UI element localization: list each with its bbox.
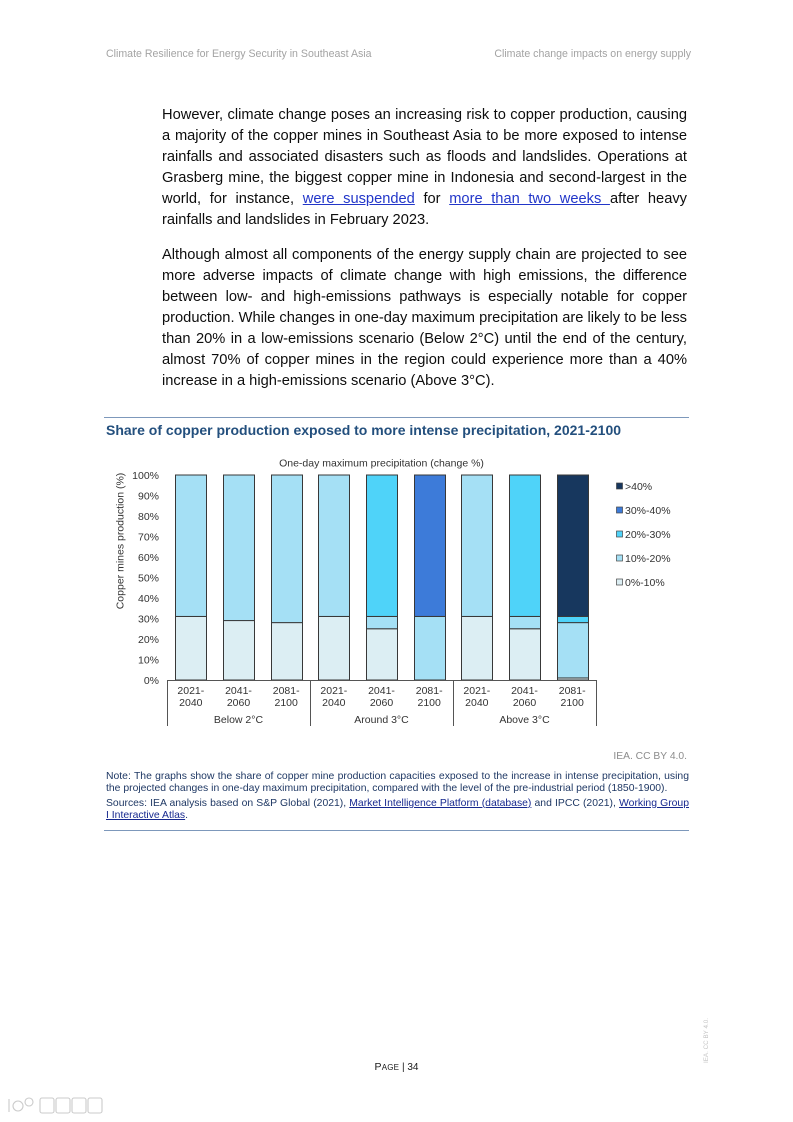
x-group-label: Below 2°C (213, 714, 264, 726)
y-tick-label: 10% (137, 654, 159, 667)
bar-segment (510, 475, 541, 616)
page-number: 34 (407, 1062, 419, 1073)
bar-segment (558, 475, 589, 616)
x-tick-label: 2060 (369, 697, 394, 709)
y-axis-label: Copper mines production (%) (114, 472, 127, 610)
x-group-label: Above 3°C (499, 714, 550, 726)
link-more-than-two-weeks[interactable]: more than two weeks (449, 191, 610, 207)
x-tick-label: 2081- (558, 685, 586, 697)
figure-top-rule (104, 417, 689, 418)
x-tick-label: 2040 (179, 697, 203, 709)
x-tick-label: 2060 (226, 697, 251, 709)
y-tick-label: 30% (137, 613, 159, 626)
legend-swatch (617, 579, 623, 585)
x-tick-label: 2041- (511, 685, 538, 697)
paragraph-emissions-pathways: Although almost all components of the energy supply chain are projected to see more adverse impacts of climate change with high emissions, the difference between low- and high-emissions pathways is especially notable for copper production. While changes in one-day maximum precipitation are likely to be less than 20% in a low-emissions scenario (Below 2°C) until the end of the century, almost 70% of copper mines in the region could experience more than a 40% increase in a high-emissions scenario (Above 3°C). (162, 247, 687, 389)
figure-sources (106, 798, 689, 822)
x-tick-label: 2100 (560, 697, 584, 709)
legend-label: 10%-20% (625, 552, 671, 565)
legend-swatch (617, 555, 623, 561)
bar-segment (462, 475, 493, 616)
side-license-watermark: IEA. CC BY 4.0. (703, 1018, 710, 1064)
bar-segment (558, 623, 589, 678)
running-header-chapter-title: Climate change impacts on energy supply (494, 48, 691, 60)
y-tick-label: 90% (137, 490, 159, 503)
legend-label: >40% (625, 480, 653, 493)
sources-text: . (185, 810, 189, 821)
y-tick-label: 70% (137, 531, 159, 544)
bar-segment (415, 475, 446, 616)
bar-segment (415, 616, 446, 680)
paragraph-copper-risk (162, 105, 687, 231)
bar-segment (224, 621, 255, 680)
paragraph-text: for (414, 191, 450, 207)
page-footer (0, 1061, 793, 1074)
y-tick-label: 100% (132, 469, 159, 482)
figure-title: Share of copper production exposed to more intense precipitation, 2021-2100 (106, 422, 622, 438)
x-group-label: Around 3°C (354, 714, 409, 726)
legend-label: 20%-30% (625, 528, 671, 541)
page-separator: | (401, 1062, 405, 1073)
legend-swatch (617, 507, 623, 513)
x-tick-label: 2021- (177, 685, 205, 697)
body-text (162, 105, 687, 406)
bar-segment (224, 475, 255, 621)
y-tick-label: 40% (137, 592, 159, 605)
link-were-suspended[interactable]: were suspended (302, 191, 415, 207)
sources-text: and IPCC (2021), (531, 798, 620, 809)
legend-swatch (617, 531, 623, 537)
bar-segment (462, 616, 493, 680)
x-tick-label: 2040 (322, 697, 346, 709)
x-tick-label: 2100 (274, 697, 298, 709)
sources-text: Sources: IEA analysis based on S&P Global (2021), (106, 798, 350, 809)
bar-segment (367, 616, 398, 628)
x-tick-label: 2021- (320, 685, 348, 697)
legend-label: 30%-40% (625, 504, 671, 517)
bar-segment (558, 616, 589, 622)
legend-swatch (617, 483, 623, 489)
figure-credit: IEA. CC BY 4.0. (613, 751, 687, 762)
bar-segment (272, 475, 303, 623)
x-tick-label: 2040 (465, 697, 489, 709)
bar-segment (367, 475, 398, 616)
stacked-bar-chart (104, 448, 689, 738)
x-tick-label: 2021- (463, 685, 491, 697)
bar-segment (510, 629, 541, 680)
figure-note-block (106, 771, 689, 822)
bar-segment (319, 475, 350, 616)
figure-note: Note: The graphs show the share of copper mine production capacities exposed to the increase in intense precipitation, using the projected changes in one-day maximum precipitation, compared with the level of the pre-industrial period (1850-1900). (106, 771, 689, 794)
paragraph-text: However, climate change poses an increasing risk to copper production, causing a majority of the copper mines in Southeast Asia to be more exposed to intense rainfalls and associated disasters such as floods and landslides. Operations at Grasberg mine, the biggest copper mine in Indonesia and second-largest in the world, for instance, (162, 107, 687, 207)
page-label: PAGE (374, 1061, 400, 1073)
watermark-logo (6, 1092, 106, 1118)
y-tick-label: 80% (137, 510, 159, 523)
link-working-group-atlas[interactable]: Working Group I Interactive Atlas (106, 798, 689, 821)
y-tick-label: 50% (137, 572, 159, 585)
x-tick-label: 2041- (225, 685, 252, 697)
x-tick-label: 2041- (368, 685, 395, 697)
running-header-report-title: Climate Resilience for Energy Security in Southeast Asia (106, 48, 372, 60)
link-market-intelligence-platform[interactable]: Market Intelligence Platform (database) (349, 798, 532, 809)
x-tick-label: 2060 (512, 697, 537, 709)
y-tick-label: 60% (137, 551, 159, 564)
bar-segment (367, 629, 398, 680)
figure-bottom-rule (104, 830, 689, 831)
bar-segment (176, 616, 207, 680)
legend-label: 0%-10% (625, 576, 665, 589)
bar-segment (272, 623, 303, 680)
paragraph-text: after heavy rainfalls and landslides in February 2023. (162, 191, 688, 228)
bar-segment (319, 616, 350, 680)
bar-segment (176, 475, 207, 616)
y-tick-label: 20% (137, 633, 159, 646)
x-tick-label: 2081- (415, 685, 443, 697)
x-tick-label: 2100 (417, 697, 441, 709)
chart-subtitle: One-day maximum precipitation (change %) (279, 457, 484, 470)
x-tick-label: 2081- (272, 685, 300, 697)
y-tick-label: 0% (143, 674, 159, 687)
bar-segment (510, 616, 541, 628)
